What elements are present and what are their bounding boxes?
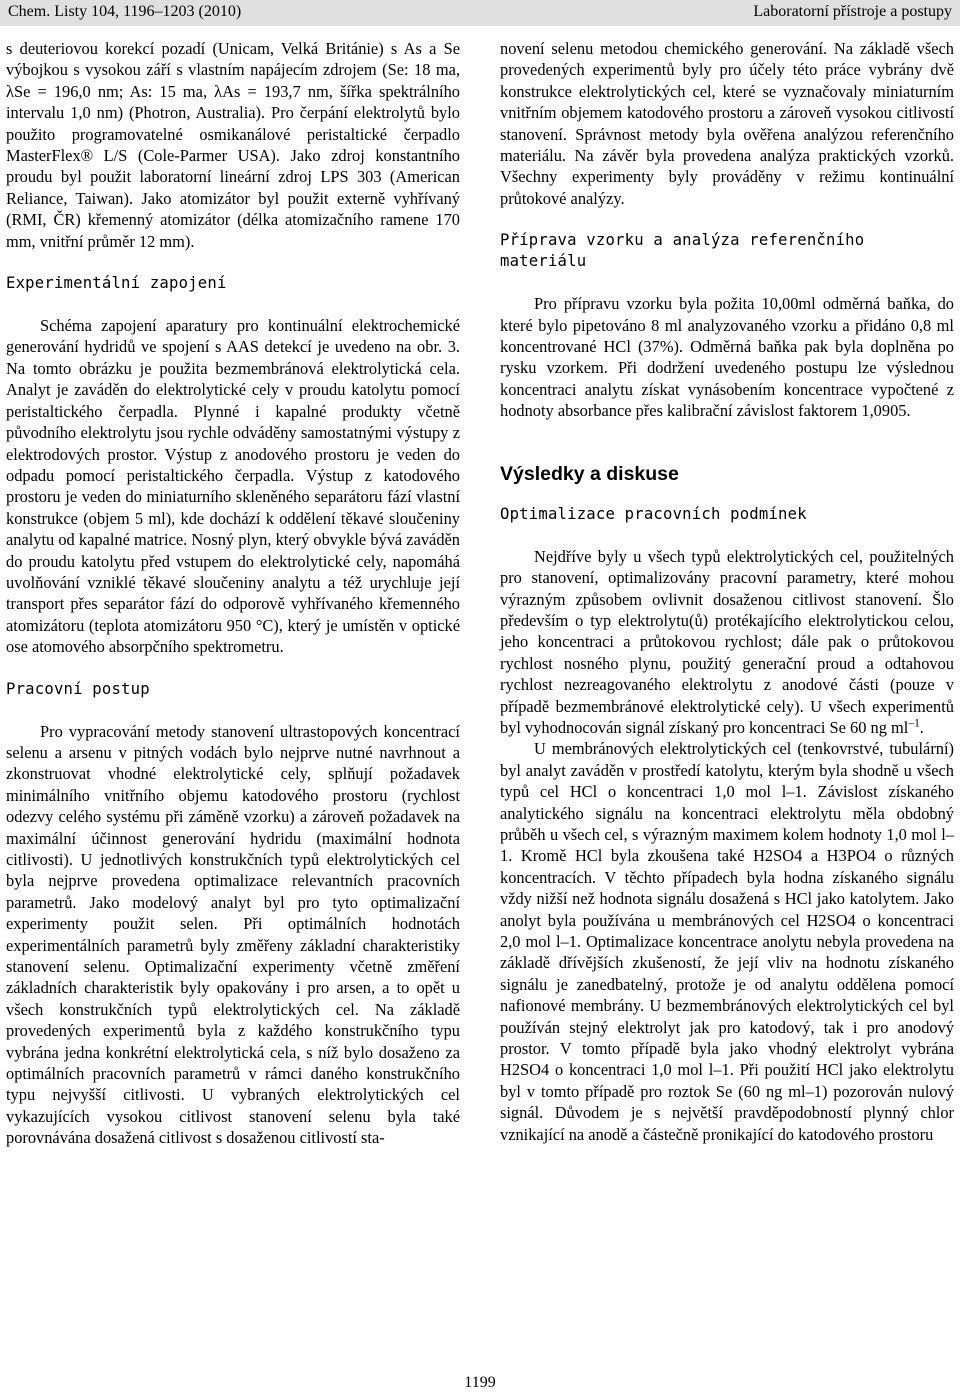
- heading-procedure: Pracovní postup: [6, 679, 150, 698]
- optimization-paragraph-1-end: .: [919, 717, 924, 737]
- sample-prep-paragraph: Pro přípravu vzorku byla požita 10,00ml odměrná baňka, do které bylo pipetováno 8 ml analyzovaného vzorku a přidáno 0,8 ml koncentrované HCl (37%). Odměrná baňka pak byla doplněna po rysku vzorkem. Při dodržení uvedeného postupu lze výslednou koncentraci analytu získat vynásobením koncentrace vypočtené z hodnoty absorbance přes kalibrační závislost faktorem 1,0905.: [500, 294, 954, 421]
- heading-experimental: Experimentální zapojení: [6, 274, 227, 293]
- optimization-paragraph-1-text: Nejdříve byly u všech typů elektrolytických cel, použitelných pro stanovení, optimalizovány pracovní parametry, které mohou výrazným způsobem ovlivnit dosaženou citlivost stanovení. Šlo především o typ elektrolytu(ů) protékajícího elektrolytickou celou, jeho koncentraci a průtokovou rychlost; dále pak o průtokovou rychlost nosného plynu, použitý generační proud a odtahovou rychlost nezreagovaného elektrolytu z anodové části (pouze v případě bezmembránové elektrolytické cely). U všech experimentů byl vyhodnocován signál získaný pro koncentraci Se 60 ng ml: [500, 546, 954, 737]
- left-column: [6, 38, 460, 1149]
- procedure-paragraph: Pro vypracování metody stanovení ultrastopových koncentrací selenu a arsenu v pitných vodách bylo nejprve nutné navrhnout a zkonstruovat vhodné elektrolytické cely, splňují požadavek minimálního vnitřního objemu katodového prostoru (rychlost odezvy celého systému při záměně vzorku) a zároveň požadavek na maximální účinnost generování hydridu (maximální hodnota citlivosti). U jednotlivých konstrukčních typů elektrolytických cel byla nejprve provedena optimalizace relevantních pracovních parametrů. Jako modelový analyt byl pro tyto optimalizační experimenty použit selen. Při optimálních hodnotách experimentálních parametrů byly změřeny základní charakteristiky stanovení selenu. Optimalizační experimenty včetně změření základních charakteristik byly opakovány i pro arsen, a to opět u všech konstrukčních typů elektrolytických cel. Na základě provedených experimentů byla z každého konstrukčního typu vybrána jedna konkrétní elektrolytická cela, s níž bylo dosaženo za optimálních pracovních parametrů v rámci daného konstrukčního typu nejvyšší citlivosti. U vybraných elektrolytických cel vykazujících vysokou citlivost stanovení selenu byla také porovnávána dosažená citlivost s dosaženou citlivostí sta-: [6, 721, 460, 1148]
- running-header: [0, 0, 960, 26]
- optimization-paragraph-2: U membránových elektrolytických cel (tenkovrstvé, tubulární) byl analyt zaváděn v prostředí katolytu, kterým byla shodně u všech typů cel HCl o koncentraci 1,0 mol l–1. Závislost získaného analytického signálu na koncentraci elektrolytu měla obdobný průběh u všech cel, s výrazným maximem kolem hodnoty 1,0 mol l–1. Kromě HCl byla zkoušena také H2SO4 a H3PO4 o různých koncentracích. V těchto případech byla hodna získaného signálu vždy nižší než hodnota signálu dosažená s HCl jako katolytem. Jako anolyt byla používána u membránových cel H2SO4 o koncentraci 2,0 mol l–1. Optimalizace koncentrace anolytu nebyla provedena na základě dřívějších zkušeností, že její vliv na hodnotu získaného signálu je zanedbatelný, protože je od analytu oddělena pomocí nafionové membrány. U bezmembránových elektrolytických cel byl používán stejný elektrolyt jak pro katodový, tak i pro anodový prostor. V tomto případě byla jako vhodný elektrolyt vybrána H2SO4 o koncentraci 1,0 mol l–1. Při použití HCl jako elektrolytu byl v tomto případě pro roztok Se (60 ng ml–1) pozorován nulový signál. Důvodem je s největší pravděpodobností plynný chlor vznikající na anodě a částečně pronikající do katodového prostoru: [500, 739, 954, 1144]
- section-name: Laboratorní přístroje a postupy: [753, 3, 952, 20]
- right-column: [500, 38, 954, 1145]
- optimization-paragraph-1: [500, 546, 954, 739]
- intro-paragraph: s deuteriovou korekcí pozadí (Unicam, Velká Británie) s As a Se výbojkou s vysokou září s vlastním napájecím zdrojem (Se: 18 ma, λSe = 196,0 nm; As: 15 ma, λAs = 193,7 nm, šířka spektrálního intervalu 1,0 nm) (Photron, Australia). Pro čerpání elektrolytů bylo použito programovatelné osmikanálové peristaltické čerpadlo MasterFlex® L/S (Cole-Parmer USA). Jako zdroj konstantního proudu byl použit laboratorní lineární zdroj LPS 303 (American Reliance, Taiwan). Jako atomizátor byl použit externě vyhřívaný (RMI, ČR) křemenný atomizátor (délka atomizačního ramene 170 mm, vnitřní průměr 12 mm).: [6, 39, 460, 251]
- journal-citation: Chem. Listy 104, 1196–1203 (2010): [8, 3, 242, 20]
- experimental-paragraph: Schéma zapojení aparatury pro kontinuální elektrochemické generování hydridů ve spojení s AAS detekcí je uvedeno na obr. 3. Na tomto obrázku je použita bezmembránová elektrolytická cela. Analyt je zaváděn do elektrolytické cely v proudu katolytu pomocí peristaltického čerpadla. Plynné i kapalné produkty včetně původního elektrolytu jsou rychle odváděny samostatnými výstupy z elektrodových prostor. Výstup z anodového prostoru je veden do odpadu pomocí peristaltického čerpadla. Výstup z katodového prostoru je veden do miniaturního skleněného separátoru fází vlastní konstrukce (objem 5 ml), kde dochází k oddělení těkavé sloučeniny analytu od kapalné matrice. Nosný plyn, který obvykle bývá zaváděn do proudu katolytu před vstupem do elektrolytické cely, napomáhá uvolňování vzniklé těkavé sloučeniny analytu a též urychluje její transport přes separátor fází do odporově vyhřívaného křemenného atomizátoru (teplota atomizátoru 950 °C), který je umístěn v optické ose atomového absorpčního spektrometru.: [6, 316, 460, 657]
- heading-optimization: Optimalizace pracovních podmínek: [500, 504, 807, 523]
- heading-results: Výsledky a diskuse: [500, 462, 679, 485]
- heading-sample-prep: Příprava vzorku a analýza referenčního materiálu: [500, 231, 865, 271]
- optimization-paragraph-1-exponent: –1: [908, 717, 920, 730]
- continuation-paragraph: novení selenu metodou chemického generování. Na základě všech provedených experimentů byly pro účely této práce vybrány dvě konstrukce elektrolytických cel, které se vyznačovaly miniaturním vnitřním objemem katodového prostoru a zároveň vysokou citlivostí stanovení. Správnost metody byla ověřena analýzou referenčního materiálu. Na závěr byla provedena analýza praktických vzorků. Všechny experimenty byly prováděny v režimu kontinuální průtokové analýzy.: [500, 39, 954, 208]
- page-number: 1199: [464, 1374, 496, 1391]
